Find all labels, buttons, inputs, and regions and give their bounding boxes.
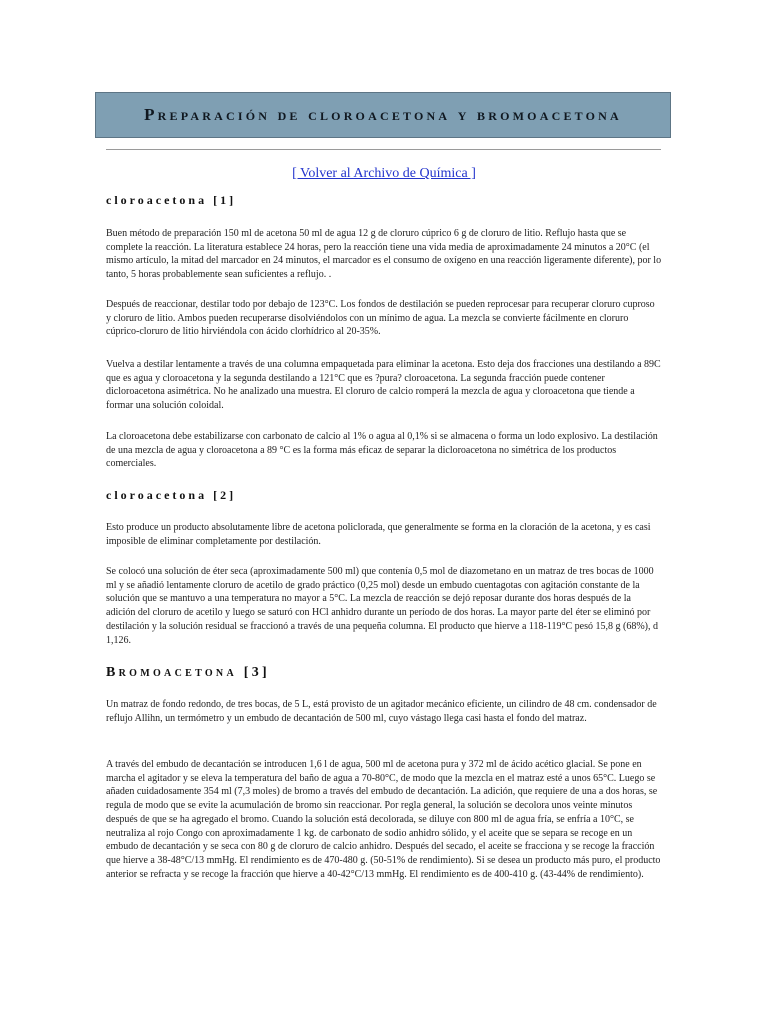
section-heading-bromoacetona-3: Bromoacetona [3] [106,665,271,680]
paragraph: A través del embudo de decantación se introducen 1,6 l de agua, 500 ml de acetona pura y 372 ml de ácido acético glacial. Se pone en marcha el agitador y se eleva la temperatura del baño de agua a 70-80°C, de modo que la mezcla en el matraz esté a unos 65°C. Luego se añaden cuidadosamente 354 ml (7,3 moles) de bromo a través del embudo de decantación. La adición, que requiere de una a dos horas, se regula de modo que se evite la acumulación de bromo sin reaccionar. Por regla general, la solución se decolora unos veinte minutos después de que se ha agregado el bromo. Cuando la solución está decolorada, se diluye con 800 ml de agua fría, se enfría a 10°C, se neutraliza al rojo Congo con aproximadamente 1 kg. de carbonato de sodio anhidro sólido, y el aceite que se separa se recoge en un embudo de decantación y se seca con 80 g de cloruro de calcio anhidro. Después del secado, el aceite se fracciona y se recoge la fracción que hierve a 38-48°C/13 mmHg. El rendimiento es de 470-480 g. (50-51% de rendimiento). Si se desea un producto más puro, el producto anterior se refracta y se recoge la fracción que hierve a 40-42°C/13 mmHg. El rendimiento es de 400-410 g. (43-44% de rendimiento). [106,759,661,880]
paragraph: Vuelva a destilar lentamente a través de una columna empaquetada para eliminar la acetona. Esto deja dos fracciones una destilando a 89C que es agua y cloroacetona y la segunda destilando a 121°C que es ?pura? cloroacetona. La segunda fracción puede contener dicloroacetona asimétrica. No he analizado una muestra. El cloruro de calcio romperá la mezcla de agua y cloroacetona que tiende a formar una solución coloidal. [106,359,661,412]
back-link-container [0,166,768,182]
paragraph: Un matraz de fondo redondo, de tres bocas, de 5 L, está provisto de un agitador mecánico eficiente, un cilindro de 48 cm. condensador de reflujo Allihn, un termómetro y un embudo de decantación de 500 ml, cuyo vástago llega casi hasta el fondo del matraz. [106,699,657,724]
paragraph: Después de reaccionar, destilar todo por debajo de 123°C. Los fondos de destilación se pueden reprocesar para recuperar cloruro cuproso y cloruro de litio. Ambos pueden recuperarse disolviéndolos con un mínimo de agua. La mezcla se convierte fácilmente en cloruro cúprico-cloruro de litio hirviéndola con ácido clorhídrico al 20-35%. [106,299,655,338]
back-to-archive-link[interactable]: [ Volver al Archivo de Química ] [292,166,476,181]
title-banner [95,92,671,138]
paragraph: Esto produce un producto absolutamente libre de acetona policlorada, que generalmente se forma en la cloración de la acetona, y es casi imposible de eliminar completamente por destilación. [106,522,651,547]
divider [106,149,661,150]
page-title: Preparación de cloroacetona y bromoacetona [144,105,622,124]
paragraph: Se colocó una solución de éter seca (aproximadamente 500 ml) que contenía 0,5 mol de diazometano en un matraz de tres bocas de 1000 ml y se añadió lentamente cloruro de acetilo de grado práctico (0,25 mol) desde un embudo cuentagotas con agitación constante de la solución que se mantuvo a una temperatura no mayor a 5°C. La mezcla de reacción se dejó reposar durante dos horas después de la adición del cloruro de acetilo y luego se saturó con HCl anhidro durante un período de dos horas. La mayor parte del éter se eliminó por destilación y la solución residual se fraccionó a través de una pequeña columna. El producto que hierve a 118-119°C pesó 15,8 g (68%), d 1,126. [106,566,658,646]
section-heading-cloroacetona-2: cloroacetona [2] [106,488,237,502]
paragraph: La cloroacetona debe estabilizarse con carbonato de calcio al 1% o agua al 0,1% si se almacena o forma un lodo explosivo. La destilación de una mezcla de agua y cloroacetona a 89 °C es la forma más eficaz de separar la dicloroacetona no simétrica de los productos comerciales. [106,431,658,470]
paragraph: Buen método de preparación 150 ml de acetona 50 ml de agua 12 g de cloruro cúprico 6 g de cloruro de litio. Reflujo hasta que se complete la reacción. La literatura establece 24 horas, pero la reacción tiene una vida media de aproximadamente 24 minutos a 20°C (el mismo artículo, la mitad del marcador en 24 minutos, el marcador es el consumo de oxígeno en una reacción ligeramente diferente), por lo tanto, 5 horas probablemente sean suficientes a reflujo. . [106,228,662,281]
section-heading-cloroacetona-1: cloroacetona [1] [106,193,237,207]
